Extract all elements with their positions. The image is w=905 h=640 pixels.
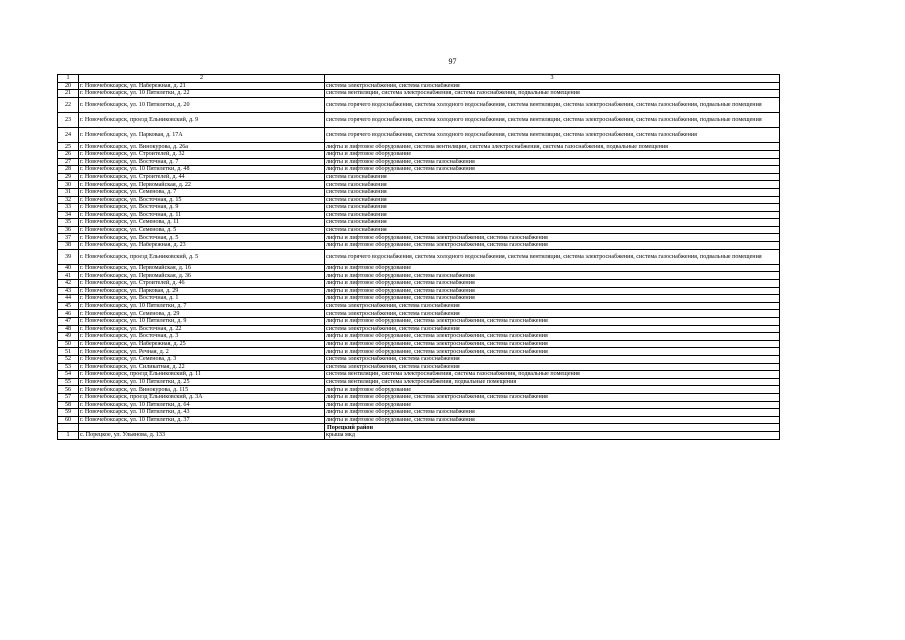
row-number: 57 bbox=[58, 393, 79, 401]
row-number: 35 bbox=[58, 219, 79, 227]
row-number: 51 bbox=[58, 348, 79, 356]
row-systems: система газоснабжения bbox=[325, 181, 780, 189]
row-systems: система электроснабжения, система газоснабжения bbox=[325, 325, 780, 333]
row-number: 36 bbox=[58, 226, 79, 234]
header-col-1: 1 bbox=[58, 75, 79, 83]
table-row bbox=[58, 112, 780, 127]
row-number: 27 bbox=[58, 158, 79, 166]
row-systems: лифты и лифтовое оборудование bbox=[325, 264, 780, 272]
table-row bbox=[58, 333, 780, 341]
row-number: 21 bbox=[58, 90, 79, 98]
row-systems: система электроснабжения, система газоснабжения bbox=[325, 310, 780, 318]
row-number: 40 bbox=[58, 264, 79, 272]
row-systems: система вентиляции, система электроснабжения, подвальные помещения bbox=[325, 378, 780, 386]
table-row bbox=[58, 158, 780, 166]
row-address: г. Новочебоксарск, ул. Семенова, д. 3 bbox=[79, 355, 325, 363]
row-number: 23 bbox=[58, 112, 79, 127]
row-systems: система газоснабжения bbox=[325, 188, 780, 196]
table-row bbox=[58, 401, 780, 409]
row-number: 58 bbox=[58, 401, 79, 409]
table-row bbox=[58, 173, 780, 181]
row-number: 1 bbox=[58, 431, 79, 439]
row-address: г. Новочебоксарск, ул. Восточная, д. 5 bbox=[79, 234, 325, 242]
row-number: 47 bbox=[58, 318, 79, 326]
row-systems: лифты и лифтовое оборудование, система газоснабжения bbox=[325, 158, 780, 166]
table-row bbox=[58, 409, 780, 417]
table-row bbox=[58, 82, 780, 90]
row-systems: лифты и лифтовое оборудование, система газоснабжения bbox=[325, 280, 780, 288]
section-empty-cell bbox=[58, 424, 79, 432]
row-number: 52 bbox=[58, 355, 79, 363]
row-address: г. Новочебоксарск, ул. Речная, д. 2 bbox=[79, 348, 325, 356]
row-address: г. Новочебоксарск, ул. Первомайская, д. 16 bbox=[79, 264, 325, 272]
header-col-2: 2 bbox=[79, 75, 325, 83]
table-row bbox=[58, 363, 780, 371]
table-row bbox=[58, 378, 780, 386]
table-row bbox=[58, 90, 780, 98]
row-number: 55 bbox=[58, 378, 79, 386]
row-number: 50 bbox=[58, 340, 79, 348]
row-systems: система газоснабжения bbox=[325, 204, 780, 212]
row-address: г. Новочебоксарск, ул. Винокурова, д. 115 bbox=[79, 386, 325, 394]
row-address: г. Новочебоксарск, ул. Восточная, д. 1 bbox=[79, 295, 325, 303]
row-number: 31 bbox=[58, 188, 79, 196]
table-row bbox=[58, 295, 780, 303]
table-header-row bbox=[58, 75, 780, 83]
row-number: 26 bbox=[58, 150, 79, 158]
row-address: г. Новочебоксарск, проезд Ельниковский, д. 5 bbox=[79, 249, 325, 264]
row-address: г. Новочебоксарск, ул. Восточная, д. 15 bbox=[79, 196, 325, 204]
row-systems: система электроснабжения, система газоснабжения bbox=[325, 82, 780, 90]
row-systems: система электроснабжения, система газоснабжения bbox=[325, 302, 780, 310]
row-systems: система горячего водоснабжения, система холодного водоснабжения, система вентиляции, система электроснабжения, система газоснабжения, подвальные помещения bbox=[325, 112, 780, 127]
row-address: г. Новочебоксарск, ул. Парковая, д. 17А bbox=[79, 128, 325, 143]
row-address: г. Новочебоксарск, ул. Первомайская, д. 22 bbox=[79, 181, 325, 189]
row-systems: лифты и лифтовое оборудование, система электроснабжения, система газоснабжения bbox=[325, 348, 780, 356]
row-address: г. Новочебоксарск, ул. Семенова, д. 7 bbox=[79, 188, 325, 196]
row-address: г. Новочебоксарск, ул. Восточная, д. 3 bbox=[79, 333, 325, 341]
table-row bbox=[58, 219, 780, 227]
table-row bbox=[58, 325, 780, 333]
row-systems: лифты и лифтовое оборудование bbox=[325, 401, 780, 409]
row-address: г. Новочебоксарск, ул. Строителей, д. 46 bbox=[79, 280, 325, 288]
page-number: 97 bbox=[448, 57, 457, 66]
row-systems: система газоснабжения bbox=[325, 219, 780, 227]
row-number: 33 bbox=[58, 204, 79, 212]
row-address: г. Новочебоксарск, ул. Семенова, д. 5 bbox=[79, 226, 325, 234]
row-systems: лифты и лифтовое оборудование, система газоснабжения bbox=[325, 409, 780, 417]
row-systems: лифты и лифтовое оборудование, система электроснабжения, система газоснабжения bbox=[325, 340, 780, 348]
section-row bbox=[58, 424, 780, 432]
row-systems: система газоснабжения bbox=[325, 196, 780, 204]
row-systems: лифты и лифтовое оборудование, система электроснабжения, система газоснабжения bbox=[325, 234, 780, 242]
table-row bbox=[58, 416, 780, 424]
row-address: г. Новочебоксарск, ул. Набережная, д. 25 bbox=[79, 340, 325, 348]
row-address: г. Новочебоксарск, ул. 10 Пятилетки, д. 25 bbox=[79, 378, 325, 386]
row-address: г. Новочебоксарск, ул. 10 Пятилетки, д. 48 bbox=[79, 166, 325, 174]
row-systems: система вентиляции, система электроснабжения, система газоснабжения, подвальные помещения bbox=[325, 90, 780, 98]
row-address: г. Новочебоксарск, ул. Первомайская, д. 36 bbox=[79, 272, 325, 280]
row-address: г. Новочебоксарск, ул. Восточная, д. 22 bbox=[79, 325, 325, 333]
row-systems: система газоснабжения bbox=[325, 211, 780, 219]
table-row bbox=[58, 302, 780, 310]
row-systems: лифты и лифтовое оборудование, система газоснабжения bbox=[325, 295, 780, 303]
row-number: 34 bbox=[58, 211, 79, 219]
row-number: 59 bbox=[58, 409, 79, 417]
table-row bbox=[58, 287, 780, 295]
row-address: г. Новочебоксарск, ул. 10 Пятилетки, д. 64 bbox=[79, 401, 325, 409]
table-row bbox=[58, 211, 780, 219]
row-number: 28 bbox=[58, 166, 79, 174]
row-address: г. Новочебоксарск, ул. Строителей, д. 32 bbox=[79, 150, 325, 158]
row-systems: лифты и лифтовое оборудование, система электроснабжения, система газоснабжения bbox=[325, 318, 780, 326]
row-number: 32 bbox=[58, 196, 79, 204]
row-number: 24 bbox=[58, 128, 79, 143]
row-number: 53 bbox=[58, 363, 79, 371]
row-systems: система горячего водоснабжения, система холодного водоснабжения, система вентиляции, система электроснабжения, система газоснабжения, подвальные помещения bbox=[325, 249, 780, 264]
table-row bbox=[58, 166, 780, 174]
row-address: г. Новочебоксарск, проезд Ельниковский, д. 9 bbox=[79, 112, 325, 127]
row-address: г. Новочебоксарск, ул. Силикатная, д. 22 bbox=[79, 363, 325, 371]
table-row bbox=[58, 128, 780, 143]
row-address: г. Новочебоксарск, ул. Восточная, д. 7 bbox=[79, 158, 325, 166]
table-row bbox=[58, 226, 780, 234]
table-row bbox=[58, 348, 780, 356]
section-title: Порецкий район bbox=[325, 424, 780, 432]
row-address: г. Новочебоксарск, ул. 10 Пятилетки, д. 20 bbox=[79, 97, 325, 112]
row-address: г. Новочебоксарск, ул. 10 Пятилетки, д. 9 bbox=[79, 318, 325, 326]
table-row bbox=[58, 318, 780, 326]
row-number: 20 bbox=[58, 82, 79, 90]
row-number: 45 bbox=[58, 302, 79, 310]
row-number: 38 bbox=[58, 242, 79, 250]
table-row bbox=[58, 340, 780, 348]
row-address: г. Новочебоксарск, ул. 10 Пятилетки, д. 37 bbox=[79, 416, 325, 424]
row-address: г. Новочебоксарск, ул. Восточная, д. 11 bbox=[79, 211, 325, 219]
table-row bbox=[58, 393, 780, 401]
row-number: 60 bbox=[58, 416, 79, 424]
row-number: 39 bbox=[58, 249, 79, 264]
row-systems: лифты и лифтовое оборудование, система электроснабжения, система газоснабжения bbox=[325, 393, 780, 401]
table-row bbox=[58, 371, 780, 379]
row-address: г. Новочебоксарск, ул. Восточная, д. 9 bbox=[79, 204, 325, 212]
row-systems: система газоснабжения bbox=[325, 226, 780, 234]
row-number: 29 bbox=[58, 173, 79, 181]
table-row bbox=[58, 234, 780, 242]
row-systems: лифты и лифтовое оборудование, система газоснабжения bbox=[325, 287, 780, 295]
row-address: г. Новочебоксарск, ул. Парковая, д. 29 bbox=[79, 287, 325, 295]
table-row bbox=[58, 188, 780, 196]
table-row bbox=[58, 204, 780, 212]
row-systems: лифты и лифтовое оборудование bbox=[325, 386, 780, 394]
row-systems: система газоснабжения bbox=[325, 173, 780, 181]
row-number: 43 bbox=[58, 287, 79, 295]
table-row bbox=[58, 196, 780, 204]
registry-table bbox=[57, 74, 780, 440]
table-row bbox=[58, 386, 780, 394]
row-address: г. Новочебоксарск, ул. Винокурова, д. 26а bbox=[79, 143, 325, 151]
row-address: с. Порецкое, ул. Ульянова, д. 133 bbox=[79, 431, 325, 439]
row-number: 22 bbox=[58, 97, 79, 112]
row-systems: лифты и лифтовое оборудование bbox=[325, 150, 780, 158]
row-number: 48 bbox=[58, 325, 79, 333]
section-empty-cell bbox=[79, 424, 325, 432]
table-row bbox=[58, 143, 780, 151]
row-address: г. Новочебоксарск, проезд Ельниковский, д. 3А bbox=[79, 393, 325, 401]
row-number: 30 bbox=[58, 181, 79, 189]
row-systems: лифты и лифтовое оборудование, система газоснабжения bbox=[325, 166, 780, 174]
row-number: 37 bbox=[58, 234, 79, 242]
row-address: г. Новочебоксарск, ул. Строителей, д. 44 bbox=[79, 173, 325, 181]
table-row bbox=[58, 150, 780, 158]
row-address: г. Новочебоксарск, проезд Ельниковский, д. 11 bbox=[79, 371, 325, 379]
table-row bbox=[58, 181, 780, 189]
row-systems: лифты и лифтовое оборудование, система газоснабжения bbox=[325, 272, 780, 280]
row-number: 42 bbox=[58, 280, 79, 288]
row-address: г. Новочебоксарск, ул. Набережная, д. 21 bbox=[79, 82, 325, 90]
table-row bbox=[58, 264, 780, 272]
table-row bbox=[58, 249, 780, 264]
row-address: г. Новочебоксарск, ул. Набережная, д. 23 bbox=[79, 242, 325, 250]
header-col-3: 3 bbox=[325, 75, 780, 83]
row-number: 46 bbox=[58, 310, 79, 318]
row-number: 49 bbox=[58, 333, 79, 341]
row-systems: лифты и лифтовое оборудование, система вентиляции, система электроснабжения, система газоснабжения, подвальные помещения bbox=[325, 143, 780, 151]
row-address: г. Новочебоксарск, ул. Семенова, д. 29 bbox=[79, 310, 325, 318]
row-systems: система горячего водоснабжения, система холодного водоснабжения, система вентиляции, система электроснабжения, система газоснабжения bbox=[325, 128, 780, 143]
row-address: г. Новочебоксарск, ул. Семенова, д. 11 bbox=[79, 219, 325, 227]
row-number: 56 bbox=[58, 386, 79, 394]
table-row bbox=[58, 97, 780, 112]
table-row bbox=[58, 280, 780, 288]
row-systems: лифты и лифтовое оборудование, система электроснабжения, система газоснабжения bbox=[325, 242, 780, 250]
row-systems: система электроснабжения, система газоснабжения bbox=[325, 355, 780, 363]
row-number: 54 bbox=[58, 371, 79, 379]
row-systems: система электроснабжения, система газоснабжения bbox=[325, 363, 780, 371]
row-address: г. Новочебоксарск, ул. 10 Пятилетки, д. 22 bbox=[79, 90, 325, 98]
table-row bbox=[58, 310, 780, 318]
table-row bbox=[58, 242, 780, 250]
row-systems: лифты и лифтовое оборудование, система газоснабжения bbox=[325, 416, 780, 424]
row-systems: система вентиляции, система электроснабжения, система газоснабжения, подвальные помещения bbox=[325, 371, 780, 379]
row-systems: крыша мкд bbox=[325, 431, 780, 439]
table-row bbox=[58, 355, 780, 363]
row-number: 25 bbox=[58, 143, 79, 151]
table-row bbox=[58, 431, 780, 439]
row-number: 41 bbox=[58, 272, 79, 280]
row-systems: лифты и лифтовое оборудование, система электроснабжения, система газоснабжения bbox=[325, 333, 780, 341]
row-systems: система горячего водоснабжения, система холодного водоснабжения, система вентиляции, система электроснабжения, система газоснабжения, подвальные помещения bbox=[325, 97, 780, 112]
row-number: 44 bbox=[58, 295, 79, 303]
registry-table-body bbox=[58, 75, 780, 440]
table-row bbox=[58, 272, 780, 280]
row-address: г. Новочебоксарск, ул. 10 Пятилетки, д. 7 bbox=[79, 302, 325, 310]
row-address: г. Новочебоксарск, ул. 10 Пятилетки, д. 43 bbox=[79, 409, 325, 417]
